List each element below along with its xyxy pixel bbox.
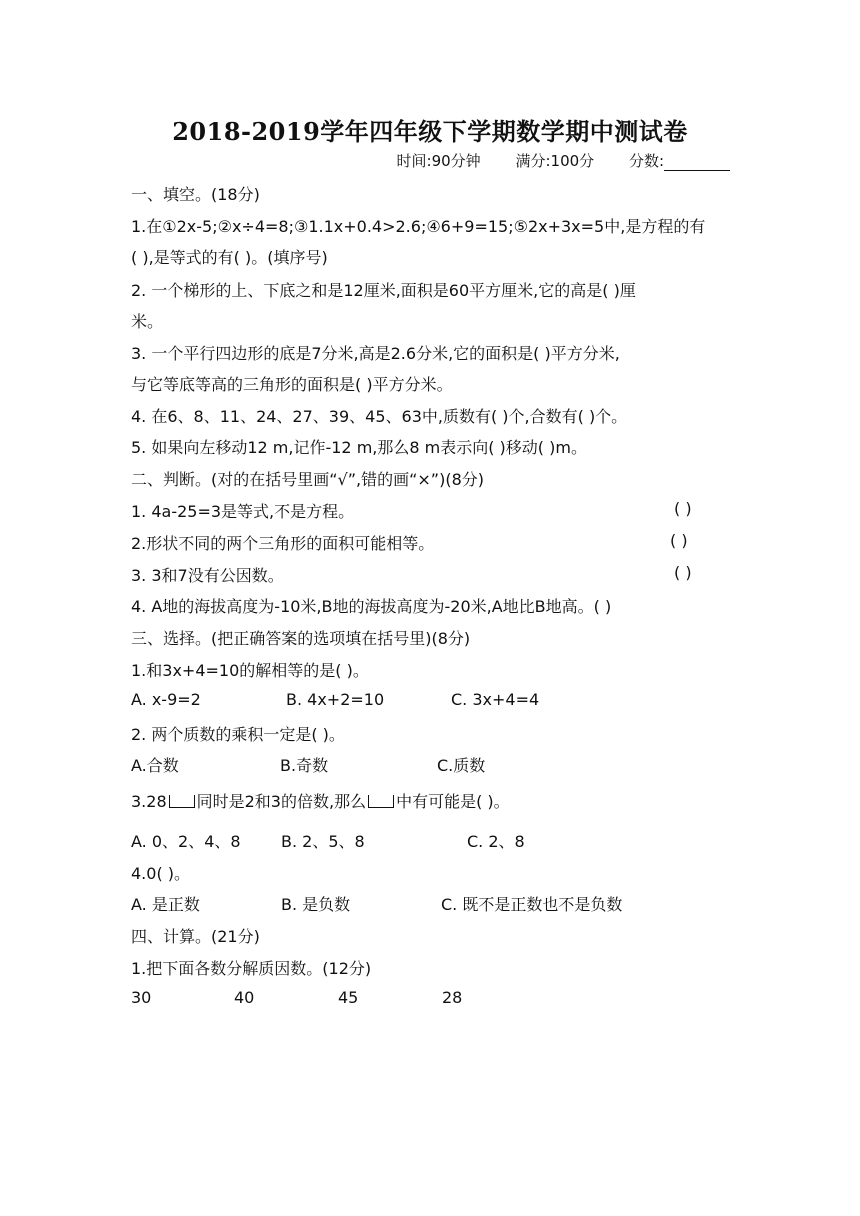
section4-heading: 四、计算。(21分) — [131, 927, 260, 946]
s3-q1-option-a: A. x-9=2 — [131, 690, 201, 709]
s1-q2-line1: 2. 一个梯形的上、下底之和是12厘米,面积是60平方厘米,它的高是( )厘 — [131, 281, 636, 300]
section3-heading: 三、选择。(把正确答案的选项填在括号里)(8分) — [131, 629, 471, 648]
s3-q2-option-a: A.合数 — [131, 756, 179, 775]
s2-q2-answer-paren[interactable]: ( ) — [670, 531, 688, 550]
score-label: 分数: — [628, 152, 664, 170]
s3-q1-option-c: C. 3x+4=4 — [451, 690, 540, 709]
page-title: 2018-2019学年四年级下学期数学期中测试卷 — [172, 117, 688, 146]
s1-q3-line1: 3. 一个平行四边形的底是7分米,高是2.6分米,它的面积是( )平方分米, — [131, 344, 620, 363]
s2-q4: 4. A地的海拔高度为-10米,B地的海拔高度为-20米,A地比B地高。( ) — [131, 597, 612, 616]
number-item: 28 — [442, 988, 463, 1007]
s2-q3: 3. 3和7没有公因数。 — [131, 566, 284, 585]
section1-heading: 一、填空。(18分) — [131, 185, 260, 204]
s3-q3-option-b: B. 2、5、8 — [281, 832, 365, 851]
number-item: 30 — [131, 988, 152, 1007]
exam-meta — [367, 150, 730, 171]
s3-q3-suffix: 中有可能是( )。 — [396, 792, 510, 811]
score-blank[interactable] — [664, 156, 730, 171]
s3-q4-option-a: A. 是正数 — [131, 895, 200, 914]
s2-q2: 2.形状不同的两个三角形的面积可能相等。 — [131, 534, 435, 553]
number-item: 40 — [234, 988, 255, 1007]
s1-q2-line2: 米。 — [131, 312, 164, 331]
s3-q4-option-c: C. 既不是正数也不是负数 — [441, 895, 623, 914]
s1-q5: 5. 如果向左移动12 m,记作-12 m,那么8 m表示向( )移动( )m。 — [131, 438, 587, 457]
s4-q1: 1.把下面各数分解质因数。(12分) — [131, 959, 372, 978]
s1-q3-line2: 与它等底等高的三角形的面积是( )平方分米。 — [131, 375, 453, 394]
section2-heading: 二、判断。(对的在括号里画“√”,错的画“×”)(8分) — [131, 470, 484, 489]
s3-q3-prefix: 3.28 — [131, 792, 167, 811]
s1-q1-line1: 1.在①2x-5;②x÷4=8;③1.1x+0.4>2.6;④6+9=15;⑤2x+3x=5中,是方程的有 — [131, 217, 706, 236]
s3-q3-option-c: C. 2、8 — [467, 832, 525, 851]
s2-q3-answer-paren[interactable]: ( ) — [674, 563, 692, 582]
s3-q2-option-c: C.质数 — [437, 756, 486, 775]
time-label: 时间:90分钟 — [396, 152, 481, 170]
s3-q3-middle: 同时是2和3的倍数,那么 — [196, 792, 367, 811]
s1-q1-line2: ( ),是等式的有( )。(填序号) — [131, 248, 328, 267]
s3-q3-option-a: A. 0、2、4、8 — [131, 832, 241, 851]
s3-q4-option-b: B. 是负数 — [281, 895, 351, 914]
s2-q1: 1. 4a-25=3是等式,不是方程。 — [131, 502, 355, 521]
s3-q4: 4.0( )。 — [131, 864, 191, 883]
number-item: 45 — [338, 988, 359, 1007]
digit-blank-box — [368, 795, 394, 808]
full-score-label: 满分:100分 — [515, 152, 595, 170]
s3-q2-option-b: B.奇数 — [280, 756, 329, 775]
s3-q2: 2. 两个质数的乘积一定是( )。 — [131, 725, 345, 744]
s2-q1-answer-paren[interactable]: ( ) — [674, 499, 692, 518]
s3-q1-option-b: B. 4x+2=10 — [286, 690, 385, 709]
digit-blank-box — [169, 795, 195, 808]
score-field[interactable] — [629, 152, 730, 170]
s1-q4: 4. 在6、8、11、24、27、39、45、63中,质数有( )个,合数有( )个。 — [131, 407, 628, 426]
s3-q3 — [131, 789, 510, 812]
s3-q1: 1.和3x+4=10的解相等的是( )。 — [131, 661, 369, 680]
